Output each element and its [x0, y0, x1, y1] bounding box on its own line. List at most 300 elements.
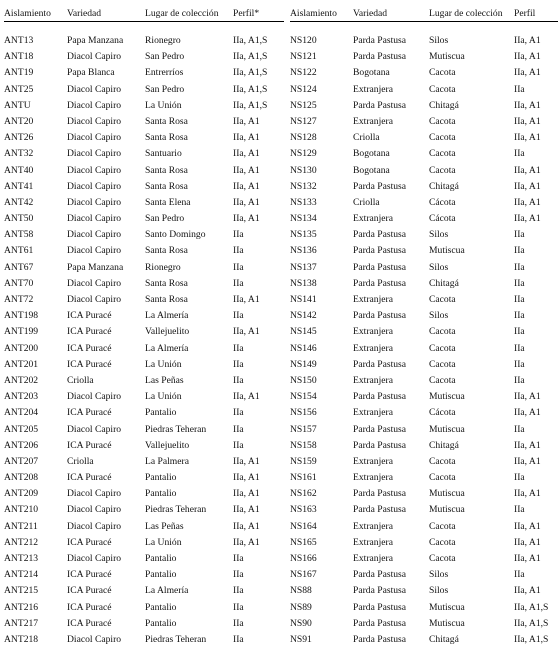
cell-variedad: Extranjera [353, 553, 393, 564]
cell-perfil: IIa, A1 [514, 536, 541, 548]
cell-variedad: ICA Puracé [67, 472, 112, 484]
cell-variedad: Extranjera [353, 374, 393, 386]
cell-aislamiento: NS141 [290, 294, 317, 305]
cell-variedad: Extranjera [353, 326, 393, 338]
table-row [4, 454, 284, 470]
cell-lugar: La Almería [145, 310, 189, 322]
cell-variedad: Diacol Capiro [67, 504, 122, 516]
table-row [4, 600, 284, 616]
cell-aislamiento: NS154 [290, 391, 317, 403]
cell-aislamiento: NS90 [290, 617, 312, 629]
table-row [4, 49, 284, 65]
table-row [290, 438, 558, 454]
cell-aislamiento: ANT207 [4, 455, 39, 467]
cell-perfil: IIa [233, 277, 244, 289]
cell-lugar: Mutiscua [429, 245, 465, 257]
header-perfil: Perfil [514, 8, 536, 19]
cell-aislamiento: NS88 [290, 585, 312, 597]
cell-perfil: IIa [514, 245, 525, 257]
table-header [290, 6, 558, 22]
cell-variedad: Diacol Capiro [67, 520, 122, 532]
cell-aislamiento: NS133 [290, 196, 317, 208]
cell-aislamiento: NS156 [290, 407, 317, 419]
cell-perfil: IIa [233, 229, 244, 241]
cell-perfil: IIa, A1 [514, 67, 541, 79]
table-row [4, 341, 284, 357]
cell-variedad: Diacol Capiro [67, 148, 122, 160]
cell-perfil: IIa, A1 [233, 391, 260, 403]
cell-variedad: Extranjera [353, 407, 393, 419]
cell-perfil: IIa, A1 [514, 553, 541, 564]
cell-lugar: Las Peñas [145, 520, 184, 532]
cell-variedad: Parda Pastusa [353, 229, 407, 241]
cell-perfil: IIa [233, 342, 244, 354]
table-row [4, 98, 284, 114]
cell-lugar: Cacota [429, 164, 456, 176]
cell-variedad: Parda Pastusa [353, 617, 407, 629]
cell-perfil: IIa, A1 [233, 115, 260, 127]
right-table [290, 6, 558, 648]
cell-aislamiento: NS150 [290, 374, 317, 386]
left-table [4, 6, 284, 648]
cell-lugar: La Unión [145, 358, 182, 370]
cell-aislamiento: ANT20 [4, 115, 34, 127]
cell-lugar: Chitagá [429, 633, 459, 645]
cell-aislamiento: ANT215 [4, 585, 39, 597]
cell-aislamiento: NS161 [290, 472, 317, 484]
table-row [290, 163, 558, 179]
cell-lugar: Santa Rosa [145, 180, 188, 192]
cell-variedad: Diacol Capiro [67, 99, 122, 111]
cell-variedad: Extranjera [353, 472, 393, 484]
cell-perfil: IIa [514, 342, 525, 354]
cell-lugar: Mutiscua [429, 601, 465, 613]
cell-variedad: Parda Pastusa [353, 488, 407, 500]
cell-aislamiento: ANT70 [4, 277, 34, 289]
table-row [4, 114, 284, 130]
cell-lugar: Silos [429, 229, 449, 241]
cell-aislamiento: NS137 [290, 261, 317, 273]
cell-lugar: Pantalio [145, 617, 177, 629]
cell-perfil: IIa, A1,S [233, 35, 268, 46]
cell-variedad: Diacol Capiro [67, 553, 122, 564]
cell-lugar: Chitagá [429, 439, 459, 451]
cell-variedad: ICA Puracé [67, 536, 112, 548]
cell-lugar: San Pedro [145, 213, 185, 225]
cell-lugar: San Pedro [145, 51, 185, 63]
cell-lugar: Entrerríos [145, 67, 184, 79]
cell-aislamiento: ANT203 [4, 391, 39, 403]
cell-aislamiento: NS125 [290, 99, 317, 111]
cell-variedad: ICA Puracé [67, 617, 112, 629]
cell-variedad: Extranjera [353, 213, 393, 225]
cell-perfil: IIa, A1 [514, 585, 541, 597]
cell-perfil: IIa [514, 277, 525, 289]
cell-perfil: IIa [514, 261, 525, 273]
cell-aislamiento: ANT50 [4, 213, 34, 225]
table-row [4, 551, 284, 567]
table-row [290, 632, 558, 648]
cell-aislamiento: ANT216 [4, 601, 39, 613]
table-row [290, 49, 558, 65]
cell-variedad: Parda Pastusa [353, 358, 407, 370]
cell-variedad: Parda Pastusa [353, 391, 407, 403]
cell-lugar: Cacota [429, 67, 456, 79]
table-row [290, 33, 558, 49]
cell-variedad: Parda Pastusa [353, 180, 407, 192]
table-row [290, 470, 558, 486]
cell-aislamiento: ANT200 [4, 342, 39, 354]
table-row [290, 65, 558, 81]
cell-variedad: Parda Pastusa [353, 51, 407, 63]
table-row [4, 146, 284, 162]
cell-aislamiento: ANT13 [4, 35, 34, 46]
cell-lugar: Mutiscua [429, 617, 465, 629]
cell-aislamiento: NS89 [290, 601, 312, 613]
table-row [4, 82, 284, 98]
cell-lugar: Cacota [429, 132, 456, 144]
cell-lugar: Piedras Teheran [145, 423, 207, 435]
cell-aislamiento: NS136 [290, 245, 317, 257]
cell-variedad: Parda Pastusa [353, 277, 407, 289]
cell-variedad: Extranjera [353, 342, 393, 354]
cell-perfil: IIa, A1 [514, 35, 541, 46]
cell-lugar: La Unión [145, 536, 182, 548]
cell-lugar: Santa Rosa [145, 115, 188, 127]
cell-aislamiento: ANT42 [4, 196, 34, 208]
cell-aislamiento: NS91 [290, 633, 312, 645]
cell-perfil: IIa [233, 633, 244, 645]
cell-lugar: Las Peñas [145, 374, 184, 386]
cell-lugar: Rionegro [145, 261, 181, 273]
cell-variedad: Parda Pastusa [353, 99, 407, 111]
cell-variedad: Diacol Capiro [67, 180, 122, 192]
table-row [290, 389, 558, 405]
cell-variedad: Diacol Capiro [67, 488, 122, 500]
cell-perfil: IIa, A1 [233, 132, 260, 144]
cell-aislamiento: NS127 [290, 115, 317, 127]
table-row [290, 114, 558, 130]
cell-aislamiento: ANT208 [4, 472, 39, 484]
cell-lugar: Santa Rosa [145, 132, 188, 144]
cell-lugar: Cacota [429, 342, 456, 354]
cell-variedad: Parda Pastusa [353, 423, 407, 435]
cell-variedad: Diacol Capiro [67, 633, 122, 645]
cell-aislamiento: NS162 [290, 488, 317, 500]
cell-lugar: Mutiscua [429, 51, 465, 63]
cell-aislamiento: ANT19 [4, 67, 34, 79]
table-row [290, 502, 558, 518]
cell-perfil: IIa [233, 245, 244, 257]
cell-variedad: Extranjera [353, 536, 393, 548]
table-row [290, 130, 558, 146]
cell-variedad: Parda Pastusa [353, 261, 407, 273]
cell-aislamiento: ANT32 [4, 148, 34, 160]
cell-perfil: IIa, A1,S [514, 601, 549, 613]
cell-aislamiento: NS132 [290, 180, 317, 192]
cell-lugar: Cacota [429, 374, 456, 386]
cell-variedad: Diacol Capiro [67, 277, 122, 289]
cell-perfil: IIa, A1 [514, 407, 541, 419]
cell-lugar: Piedras Teheran [145, 504, 207, 516]
header-perfil: Perfil* [233, 8, 260, 19]
cell-lugar: Silos [429, 310, 449, 322]
table-row [4, 243, 284, 259]
cell-variedad: Extranjera [353, 294, 393, 305]
cell-variedad: ICA Puracé [67, 585, 112, 597]
table-row [290, 519, 558, 535]
cell-variedad: Papa Manzana [67, 35, 124, 46]
cell-variedad: Parda Pastusa [353, 504, 407, 516]
cell-perfil: IIa, A1 [514, 164, 541, 176]
cell-perfil: IIa, A1 [514, 51, 541, 63]
cell-lugar: Pantalio [145, 488, 177, 500]
cell-perfil: IIa, A1 [514, 180, 541, 192]
cell-perfil: IIa, A1 [514, 391, 541, 403]
cell-perfil: IIa [514, 569, 525, 581]
cell-perfil: IIa [514, 83, 525, 95]
cell-lugar: Chitagá [429, 277, 459, 289]
cell-perfil: IIa [233, 585, 244, 597]
table-row [4, 502, 284, 518]
table-row [4, 130, 284, 146]
cell-perfil: IIa, A1 [233, 326, 260, 338]
cell-aislamiento: NS159 [290, 455, 317, 467]
table-row [290, 179, 558, 195]
cell-perfil: IIa [514, 374, 525, 386]
cell-aislamiento: NS120 [290, 35, 317, 46]
cell-variedad: Extranjera [353, 455, 393, 467]
cell-perfil: IIa [233, 617, 244, 629]
cell-variedad: ICA Puracé [67, 569, 112, 581]
cell-lugar: Cacota [429, 294, 456, 305]
cell-aislamiento: ANT204 [4, 407, 39, 419]
cell-lugar: Santa Rosa [145, 294, 188, 305]
cell-aislamiento: NS158 [290, 439, 317, 451]
cell-perfil: IIa, A1 [233, 455, 260, 467]
table-row [4, 486, 284, 502]
cell-perfil: IIa, A1 [233, 488, 260, 500]
table-row [4, 179, 284, 195]
cell-lugar: Cacota [429, 536, 456, 548]
cell-perfil: IIa, A1 [514, 196, 541, 208]
cell-perfil: IIa, A1 [233, 164, 260, 176]
cell-variedad: Criolla [353, 196, 380, 208]
cell-aislamiento: NS166 [290, 553, 317, 564]
cell-aislamiento: NS157 [290, 423, 317, 435]
table-row [290, 422, 558, 438]
cell-perfil: IIa, A1 [233, 148, 260, 160]
table-body [290, 33, 558, 648]
cell-perfil: IIa, A1 [233, 472, 260, 484]
cell-aislamiento: ANT25 [4, 83, 34, 95]
cell-perfil: IIa, A1,S [514, 617, 549, 629]
table-row [290, 357, 558, 373]
cell-variedad: Diacol Capiro [67, 115, 122, 127]
table-row [4, 535, 284, 551]
cell-aislamiento: NS121 [290, 51, 317, 63]
table-row [290, 227, 558, 243]
cell-variedad: Diacol Capiro [67, 83, 122, 95]
cell-variedad: Diacol Capiro [67, 423, 122, 435]
cell-lugar: Rionegro [145, 35, 181, 46]
cell-variedad: Diacol Capiro [67, 51, 122, 63]
cell-perfil: IIa, A1 [514, 455, 541, 467]
cell-variedad: Criolla [67, 455, 94, 467]
cell-lugar: Cacota [429, 115, 456, 127]
cell-aislamiento: ANT18 [4, 51, 34, 63]
table-row [4, 163, 284, 179]
cell-lugar: Cácota [429, 196, 456, 208]
cell-lugar: La Unión [145, 99, 182, 111]
cell-variedad: Extranjera [353, 83, 393, 95]
cell-lugar: Pantalio [145, 553, 177, 564]
cell-perfil: IIa, A1 [233, 180, 260, 192]
cell-lugar: Cácota [429, 407, 456, 419]
table-row [4, 260, 284, 276]
table-row [4, 292, 284, 308]
cell-perfil: IIa, A1 [514, 115, 541, 127]
cell-lugar: Cacota [429, 455, 456, 467]
table-row [290, 600, 558, 616]
table-row [4, 389, 284, 405]
cell-lugar: Vallejuelito [145, 326, 190, 338]
cell-variedad: Diacol Capiro [67, 294, 122, 305]
cell-perfil: IIa [233, 601, 244, 613]
table-row [290, 82, 558, 98]
cell-aislamiento: NS138 [290, 277, 317, 289]
cell-aislamiento: NS146 [290, 342, 317, 354]
cell-perfil: IIa, A1,S [233, 99, 268, 111]
cell-lugar: Mutiscua [429, 504, 465, 516]
cell-variedad: Parda Pastusa [353, 439, 407, 451]
table-row [4, 357, 284, 373]
cell-lugar: Santa Rosa [145, 164, 188, 176]
cell-perfil: IIa [514, 423, 525, 435]
header-variedad: Variedad [353, 8, 388, 19]
table-row [290, 276, 558, 292]
table-row [290, 260, 558, 276]
cell-lugar: Mutiscua [429, 488, 465, 500]
table-row [4, 405, 284, 421]
cell-perfil: IIa, A1 [514, 213, 541, 225]
cell-perfil: IIa [233, 374, 244, 386]
cell-aislamiento: ANT212 [4, 536, 39, 548]
cell-lugar: Santo Domingo [145, 229, 206, 241]
cell-perfil: IIa [514, 310, 525, 322]
table-row [290, 341, 558, 357]
cell-lugar: La Almería [145, 585, 189, 597]
cell-aislamiento: NS145 [290, 326, 317, 338]
table-row [4, 324, 284, 340]
cell-perfil: IIa [233, 439, 244, 451]
table-row [4, 438, 284, 454]
cell-aislamiento: ANT201 [4, 358, 39, 370]
table-row [4, 211, 284, 227]
table-row [4, 308, 284, 324]
cell-lugar: Cacota [429, 83, 456, 95]
cell-aislamiento: ANT213 [4, 553, 39, 564]
table-row [4, 373, 284, 389]
cell-variedad: ICA Puracé [67, 342, 112, 354]
table-row [290, 292, 558, 308]
cell-variedad: Parda Pastusa [353, 35, 407, 46]
cell-variedad: Extranjera [353, 115, 393, 127]
cell-lugar: San Pedro [145, 83, 185, 95]
table-row [290, 616, 558, 632]
cell-aislamiento: NS122 [290, 67, 317, 79]
cell-lugar: Vallejuelito [145, 439, 190, 451]
cell-lugar: Mutiscua [429, 391, 465, 403]
cell-aislamiento: NS164 [290, 520, 317, 532]
cell-lugar: Santuario [145, 148, 182, 160]
cell-variedad: ICA Puracé [67, 407, 112, 419]
cell-variedad: Diacol Capiro [67, 164, 122, 176]
table-row [4, 276, 284, 292]
table-row [290, 308, 558, 324]
cell-aislamiento: ANT210 [4, 504, 39, 516]
table-row [290, 405, 558, 421]
table-row [4, 567, 284, 583]
cell-aislamiento: ANT41 [4, 180, 34, 192]
cell-variedad: Papa Blanca [67, 67, 115, 79]
table-row [4, 616, 284, 632]
cell-lugar: Pantalio [145, 569, 177, 581]
cell-lugar: Cacota [429, 358, 456, 370]
cell-aislamiento: NS165 [290, 536, 317, 548]
cell-perfil: IIa, A1,S [514, 633, 549, 645]
table-row [290, 535, 558, 551]
cell-lugar: Chitagá [429, 99, 459, 111]
cell-aislamiento: NS135 [290, 229, 317, 241]
cell-perfil: IIa, A1 [514, 99, 541, 111]
cell-lugar: Pantalio [145, 601, 177, 613]
table-row [4, 519, 284, 535]
cell-aislamiento: ANT209 [4, 488, 39, 500]
cell-lugar: Silos [429, 569, 449, 581]
cell-aislamiento: ANT218 [4, 633, 39, 645]
cell-aislamiento: NS134 [290, 213, 317, 225]
cell-lugar: Cacota [429, 520, 456, 532]
cell-lugar: Mutiscua [429, 423, 465, 435]
table-row [4, 227, 284, 243]
cell-variedad: Parda Pastusa [353, 245, 407, 257]
cell-aislamiento: NS163 [290, 504, 317, 516]
table-row [290, 567, 558, 583]
cell-perfil: IIa, A1 [233, 196, 260, 208]
cell-aislamiento: NS142 [290, 310, 317, 322]
cell-perfil: IIa [233, 310, 244, 322]
cell-perfil: IIa, A1,S [233, 67, 268, 79]
table-row [290, 551, 558, 567]
table-row [290, 454, 558, 470]
cell-variedad: ICA Puracé [67, 326, 112, 338]
table-row [4, 632, 284, 648]
table-row [290, 98, 558, 114]
cell-variedad: Diacol Capiro [67, 245, 122, 257]
cell-aislamiento: ANTU [4, 99, 31, 111]
cell-variedad: Diacol Capiro [67, 132, 122, 144]
cell-variedad: Diacol Capiro [67, 196, 122, 208]
cell-lugar: Pantalio [145, 472, 177, 484]
table-row [290, 486, 558, 502]
cell-perfil: IIa, A1 [514, 520, 541, 532]
cell-lugar: Santa Elena [145, 196, 191, 208]
cell-perfil: IIa [514, 294, 525, 305]
cell-aislamiento: NS128 [290, 132, 317, 144]
header-variedad: Variedad [67, 8, 102, 19]
table-row [290, 583, 558, 599]
